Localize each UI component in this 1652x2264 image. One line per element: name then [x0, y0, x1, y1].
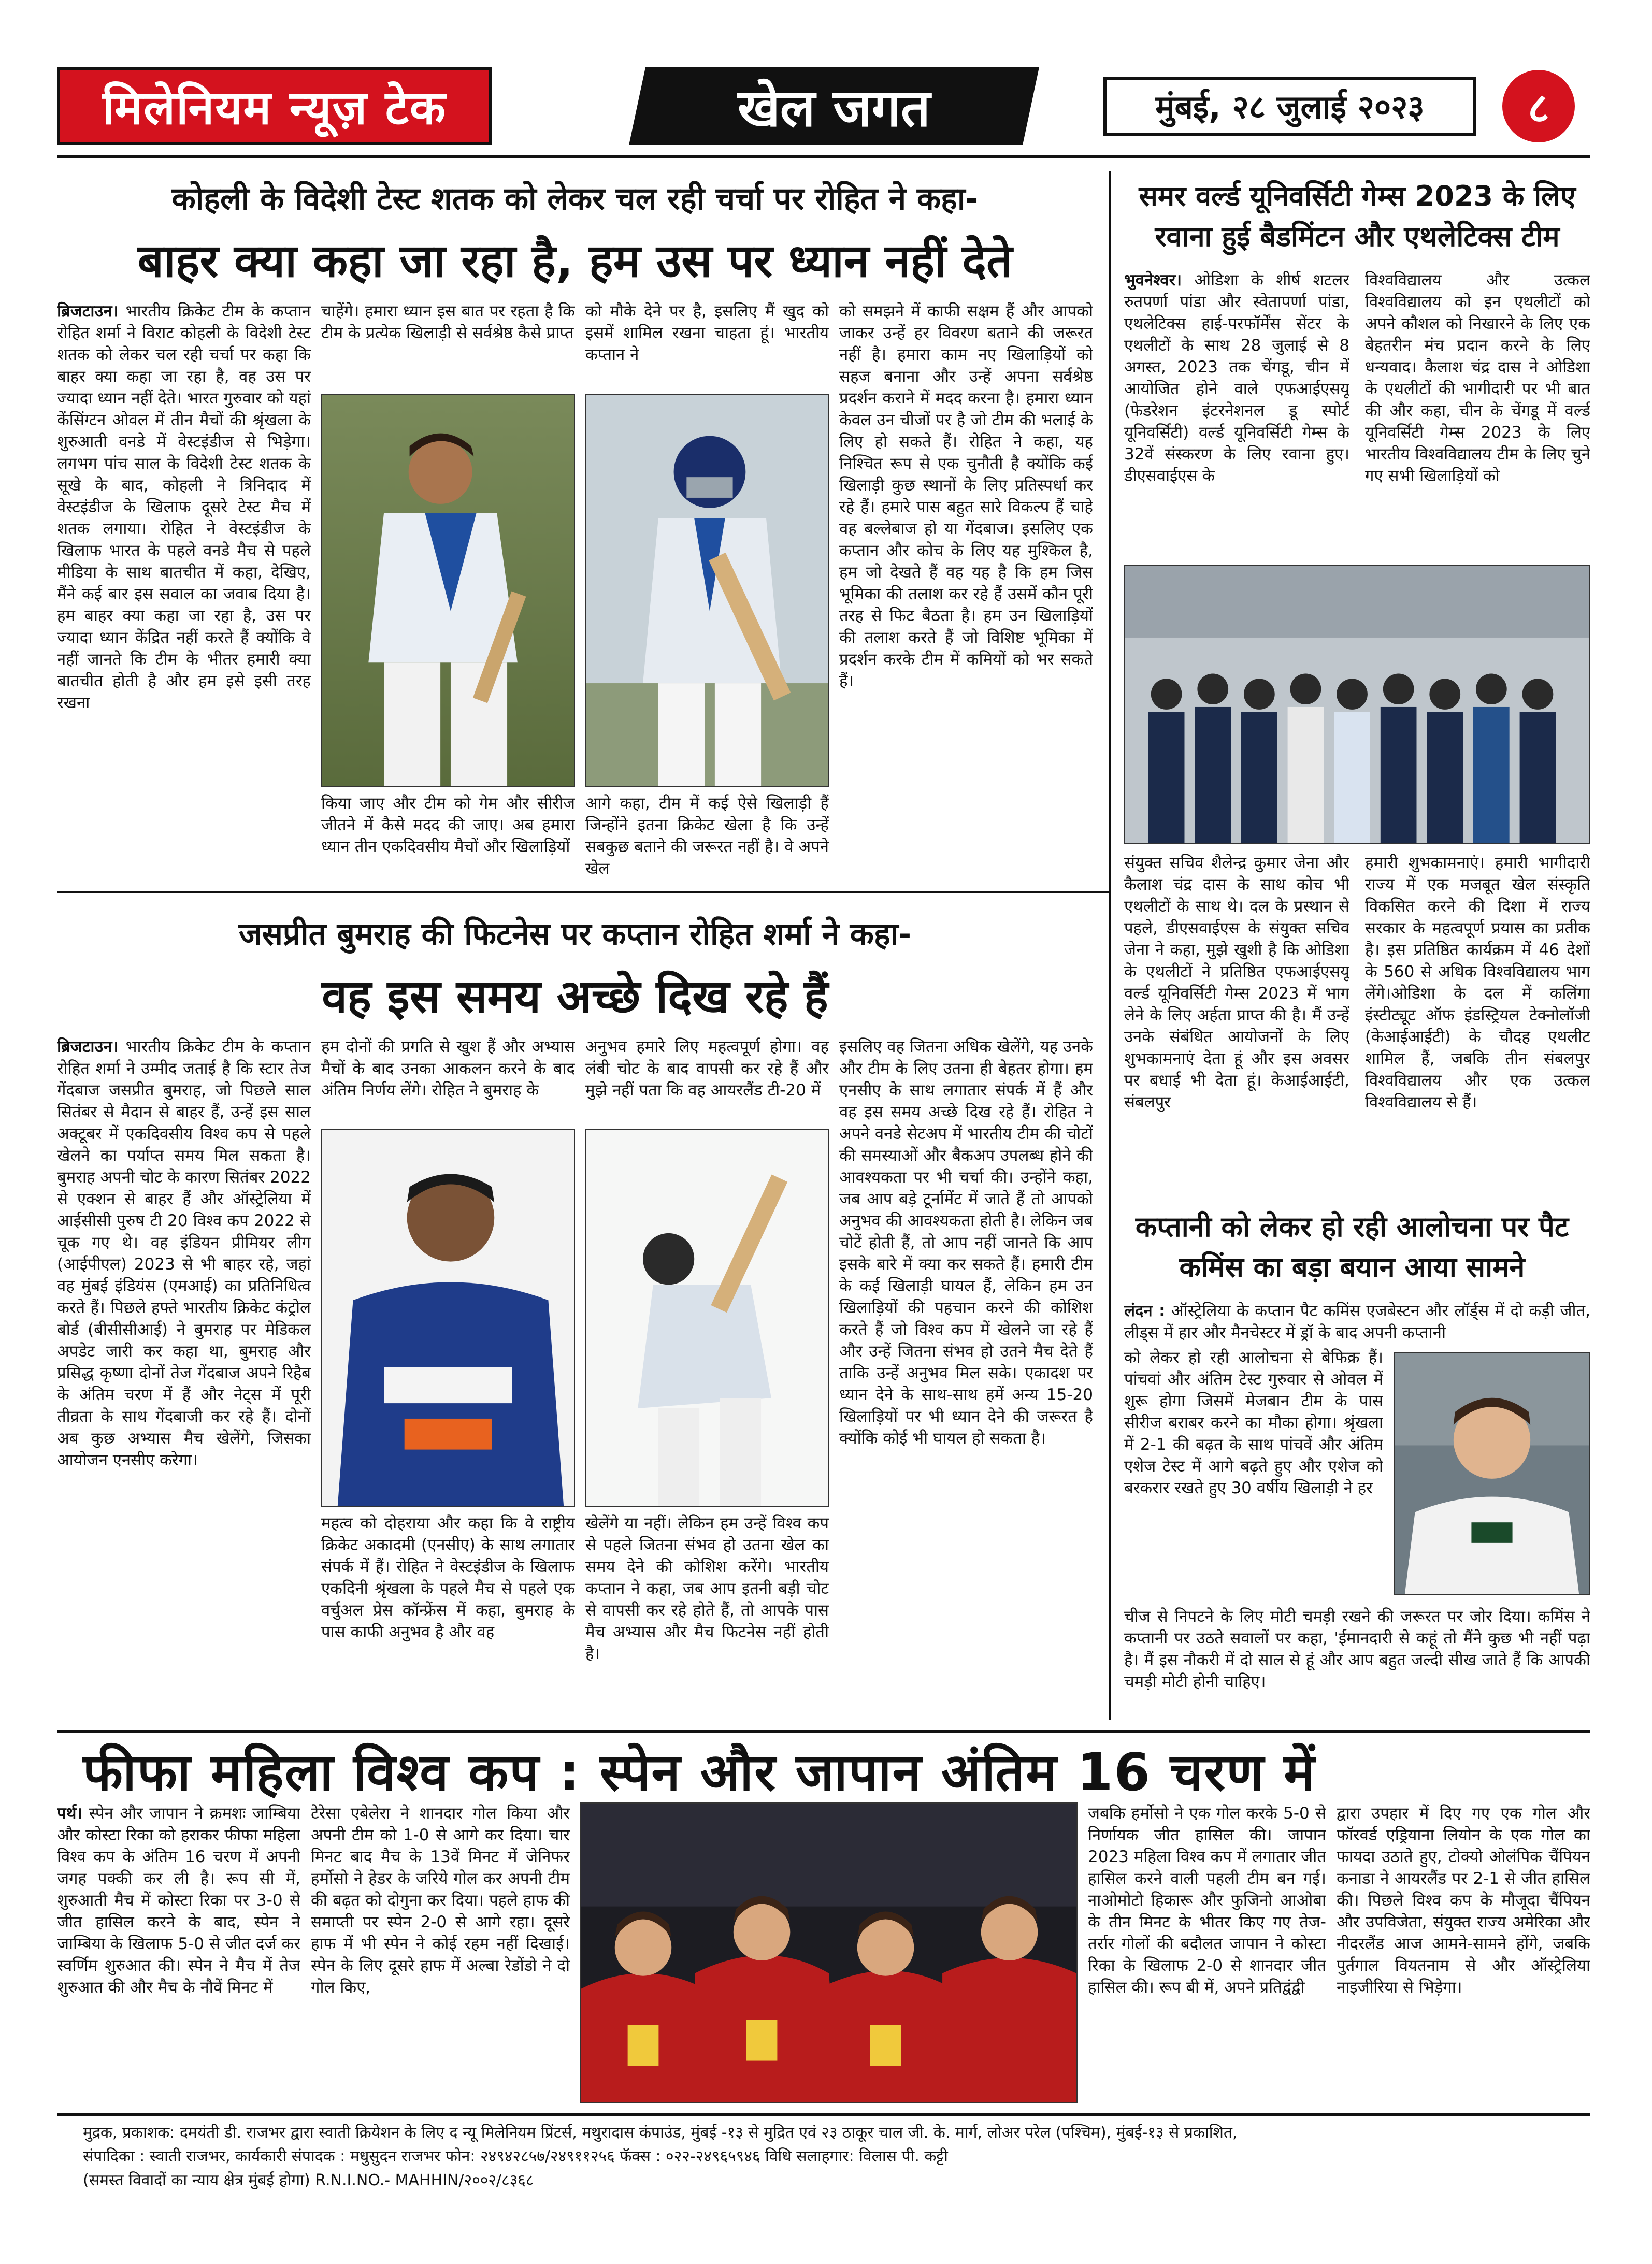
story4-side: को लेकर हो रही आलोचना से बेफिक्र हैं। पांचवां और अंतिम टेस्ट गुरुवार से ओवल में शुरू होगा जिसमें मेजबान टीम के पास सीरीज बराबर करने का मौका होगा। श्रृंखला में 2-1 की बढ़त के साथ पांचवें और अंतिम एशेज टेस्ट में आगे बढ़ते हुए और एशेज को बरकरार रखते हुए 30 वर्षीय खिलाड़ी ने हर — [1124, 1348, 1383, 1497]
story5-dateline: पर्थ। — [57, 1804, 83, 1823]
story3-dateline: भुवनेश्वर। — [1124, 271, 1182, 290]
story5-col1-text: स्पेन और जापान ने क्रमशः जाम्बिया और कोस्टा रिका को हराकर फीफा महिला विश्व कप के अंतिम 16 चरण में अपनी जगह पक्की कर ली है। रूप सी में, शुरुआती मैच में कोस्टा रिका पर 3-0 से जीत हासिल करने के बाद, स्पेन ने जाम्बिया के खिलाफ 5-0 से जीत दर्ज कर स्वर्णिम शुरुआत की। स्पेन ने मैच में तेज शुरुआत की और मैच के नौवें मिनट में — [57, 1804, 300, 1997]
story5-col1 — [57, 1802, 300, 2103]
rohit-shot-photo — [585, 1129, 829, 1507]
imprint — [83, 2121, 1585, 2199]
story5-col2: टेरेसा एबेलेरा ने शानदार गोल किया और अपनी टीम को 1-0 से आगे कर दिया। चार मिनट बाद मैच के 13वें मिनट में जेनिफर हर्मोसो ने हेडर के जरिये गोल कर अपनी टीम की बढ़त को दोगुना कर दिया। पहले हाफ की समाप्ती पर स्पेन 2-0 से आगे रहा। दूसरे हाफ में भी स्पेन ने कोई रहम नहीं दिखाई। स्पेन के लिए दूसरे हाफ में अल्बा रेडोंडो ने दो गोल किए, — [311, 1804, 570, 1997]
imprint-line1: मुद्रक, प्रकाशक: दमयंती डी. राजभर द्वारा स्वाती क्रियेशन के लिए द न्यू मिलेनियम प्रिंटर्स, मथुरादास कंपाउंड, मुंबई -१३ से मुद्रित एवं २३ ठाकूर चाल जी. के. मार्ग, लोअर परेल (पश्चिम), मुंबई-१३ से प्रकाशित, — [83, 2124, 1238, 2142]
bumrah-portrait-photo — [321, 1129, 575, 1507]
story3-kicker: समर वर्ल्ड यूनिवर्सिटी गेम्स 2023 के लिए रवाना हुई बैडमिंटन और एथलेटिक्स टीम — [1139, 180, 1576, 253]
story2-col1 — [57, 1036, 311, 1683]
story2-dateline: ब्रिजटाउन। — [57, 1037, 119, 1056]
story5-headline: फीफा महिला विश्व कप : स्पेन और जापान अंतिम 16 चरण में — [83, 1742, 1316, 1802]
masthead-rule — [57, 155, 1590, 158]
story4-dateline: लंदन : — [1124, 1302, 1166, 1320]
story4-tail: चीज से निपटने के लिए मोटी चमड़ी रखने की जरूरत पर जोर दिया। कमिंस ने कप्तानी पर उठते सवालों पर कहा, 'ईमानदारी से कहूं तो मैंने कुछ भी नहीं पढ़ा है। मैं इस नौकरी में दो साल से हूं और आप बहुत जल्दी सीख जाते हैं कि आपकी चमड़ी मोटी होनी चाहिए। — [1124, 1607, 1590, 1691]
story2-col2b: महत्व को दोहराया और कहा कि वे राष्ट्रीय क्रिकेट अकादमी (एनसीए) के साथ लगातार संपर्क में हैं। रोहित ने वेस्टइंडीज के खिलाफ एकदिनी श्रृंखला के पहले मैच से पहले एक वर्चुअल प्रेस कॉन्फ्रेंस में कहा, बुमराह के पास काफी अनुभव है और वह — [321, 1514, 575, 1641]
story1-kicker: कोहली के विदेशी टेस्ट शतक को लेकर चल रही चर्चा पर रोहित ने कहा- — [171, 181, 979, 217]
page-number: ८ — [1502, 70, 1575, 142]
story4-lead — [1124, 1300, 1590, 1347]
story1-col1-text: भारतीय क्रिकेट टीम के कप्तान रोहित शर्मा ने विराट कोहली के विदेशी टेस्ट शतक को लेकर चल रही चर्चा पर कहा कि बाहर क्या कहा जा रहा है, वह उस पर ज्यादा ध्यान नहीं देते। भारत गुरुवार को यहां केंसिंग्टन ओवल में तीन मैचों की श्रृंखला के शुरुआती वनडे में वेस्टइंडीज से भिड़ेगा। लगभग पांच साल के विदेशी टेस्ट शतक के सूखे के बाद, कोहली ने त्रिनिदाद में वेस्टइंडीज के खिलाफ दूसरे टेस्ट मैच में शतक लगाया। रोहित ने वेस्टइंडीज के खिलाफ भारत के पहले वनडे मैच से पहले मीडिया के साथ बातचीत में कहा, देखिए, मैंने कई बार इस सवाल का जवाब दिया है। हम बाहर क्या कहा जा रहा है, उस पर ज्यादा ध्यान केंद्रित नहीं करते हैं क्योंकि वे नहीं जानते कि टीम के भीतर हमारी क्या बातचीत होती है और हम इसे इसी तरह रखना — [57, 302, 311, 712]
story4-kicker: कप्तानी को लेकर हो रही आलोचना पर पैट कमिंस का बड़ा बयान आया सामने — [1135, 1210, 1569, 1284]
team-group-photo — [1124, 565, 1590, 844]
story2-kicker: जसप्रीत बुमराह की फिटनेस पर कप्तान रोहित शर्मा ने कहा- — [238, 916, 912, 953]
story2-col3a: अनुभव हमारे लिए महत्वपूर्ण होगा। वह लंबी चोट के बाद वापसी कर रहे हैं और मुझे नहीं पता कि वह आयरलैंड टी-20 में — [585, 1037, 829, 1100]
story1-col4: को समझने में काफी सक्षम हैं और आपको जाकर उन्हें हर विवरण बताने की जरूरत नहीं है। हमारा काम नए खिलाड़ियों को सहज बनाना और उन्हें अपना सर्वश्रेष्ठ प्रदर्शन कराने में मदद करना है। हमारा ध्यान केवल उन चीजों पर है जो टीम की भलाई के लिए हो सकते हैं। रोहित ने कहा, यह निश्चित रूप से एक चुनौती है क्योंकि कई खिलाड़ी कुछ स्थानों के लिए प्रतिस्पर्धा कर रहे हैं। हमारे पास बहुत सारे विकल्प हैं चाहे वह बल्लेबाज हो या गेंदबाज। इसलिए एक कप्तान और कोच के लिए यह मुश्किल है, हम जो देखते हैं वह यह है कि हम जिस भूमिका की तलाश कर रहे हैं उसमें कौन पूरी तरह से फिट बैठता है। हम उन खिलाड़ियों की तलाश करते हैं जो विशिष्ट भूमिका में प्रदर्शन करके टीम में कमियों को भर सकते हैं। — [839, 302, 1093, 690]
rohit-batting-photo — [585, 394, 829, 787]
cummins-portrait-photo — [1394, 1352, 1590, 1595]
story1-col2a: चाहेंगे। हमारा ध्यान इस बात पर रहता है कि टीम के प्रत्येक खिलाड़ी से सर्वश्रेष्ठ कैसे प्राप्त — [321, 302, 575, 342]
imprint-line3: (समस्त विवादों का न्याय क्षेत्र मुंबई होगा) R.N.I.NO.- MAHHIN/२००२/८३६८ — [83, 2171, 534, 2189]
story5-col4: द्वारा उपहार में दिए गए एक गोल और फॉरवर्ड एड्रियाना लियोन के एक गोल का फायदा उठाते हुए, टोक्यो ओलंपिक चैंपियन कनाडा ने आयरलैंड पर 2-1 से जीत हासिल की। पिछले विश्व कप के मौजूदा चैंपियन और उपविजेता, संयुक्त राज्य अमेरिका और नीदरलैंड आज आमने-सामने होंगे, जबकि पुर्तगाल वियतनाम से और ऑस्ट्रेलिया नाइजीरिया से भिड़ेगा। — [1337, 1804, 1590, 1997]
imprint-line2: संपादिका : स्वाती राजभर, कार्यकारी संपादक : मधुसुदन राजभर फोन: २४९४२८५७/२४९११२५६ फॅक्स : ०२२-२४९६५९४६ विधि सलाहगार: विलास पी. कट्टी — [83, 2147, 948, 2166]
story2-col1-text: भारतीय क्रिकेट टीम के कप्तान रोहित शर्मा ने उम्मीद जताई है कि स्टार तेज गेंदबाज जसप्रीत बुमराह, जो पिछले साल सितंबर से मैदान से बाहर हैं, उन्हें इस साल अक्टूबर में एकदिवसीय विश्व कप से पहले खेलने का पर्याप्त समय मिल सकता है।बुमराह अपनी चोट के कारण सितंबर 2022 से एक्शन से बाहर हैं और ऑस्ट्रेलिया में आईसीसी पुरुष टी 20 विश्व कप 2022 से चूक गए थे। वह इंडियन प्रीमियर लीग (आईपीएल) 2023 से भी बाहर रहे, जहां वह मुंबई इंडियंस (एमआई) का प्रतिनिधित्व करते हैं। पिछले हफ्ते भारतीय क्रिकेट कंट्रोल बोर्ड (बीसीसीआई) ने बुमराह पर मेडिकल अपडेट जारी कर कहा था, बुमराह और प्रसिद्ध कृष्णा दोनों तेज गेंदबाज अपने रिहैब के अंतिम चरण में हैं और नेट्स में पूरी तीव्रता के साथ गेंदबाजी कर रहे हैं। दोनों अब कुछ अभ्यास मैच खेलेंगे, जिसका आयोजन एनसीए करेगा। — [57, 1037, 311, 1469]
story1-col3b: आगे कहा, टीम में कई ऐसे खिलाड़ी हैं जिन्होंने इतना क्रिकेट खेला है कि उन्हें सबकुछ बताने की जरूरत नहीं है। वे अपने खेल — [585, 794, 829, 878]
spain-team-photo — [580, 1802, 1078, 2103]
story2-rule — [57, 1730, 1590, 1733]
newspaper-name: मिलेनियम न्यूज़ टेक — [57, 67, 492, 145]
masthead — [57, 67, 1590, 145]
issue-date: मुंबई, २८ जुलाई २०२३ — [1103, 77, 1476, 136]
story1-dateline: ब्रिजटाउन। — [57, 302, 119, 321]
story1-col1 — [57, 300, 311, 881]
story1-headline: बाहर क्या कहा जा रहा है, हम उस पर ध्यान नहीं देते — [137, 234, 1013, 287]
section-title — [629, 67, 1039, 145]
story1-col2b: किया जाए और टीम को गेम और सीरीज जीतने में कैसे मदद की जाए। अब हमारा ध्यान तीन एकदिवसीय मैचों और खिलाड़ियों — [321, 794, 575, 856]
story2-col4: इसलिए वह जितना अधिक खेलेंगे, यह उनके और टीम के लिए उतना ही बेहतर होगा। हम एनसीए के साथ लगातार संपर्क में हैं और वह इस समय अच्छे दिख रहे हैं। रोहित ने अपने वनडे सेटअप में भारतीय टीम की चोटों की समस्याओं और बैकअप उपलब्ध होने की आवश्यकता पर भी चर्चा की। उन्होंने कहा, जब आप बड़े टूर्नामेंट में जाते हैं तो आपको अनुभव की आवश्यकता होती है। लेकिन जब चोटें होती हैं, तो आप नहीं जानते कि आप इसके बारे में क्या कर सकते हैं। हमारी टीम के कई खिलाड़ी घायल हैं, लेकिन हम उन खिलाड़ियों की पहचान करने की कोशिश करते हैं जो विश्व कप में खेलने जा रहे हैं और उन्हें जितना संभव हो उतने मैच देते हैं ताकि उन्हें अनुभव मिल सके। एकादश पर ध्यान देने के साथ-साथ हमें अन्य 15-20 खिलाड़ियों पर भी ध्यान देने की जरूरत है क्योंकि कोई भी घायल हो सकता है। — [839, 1037, 1093, 1448]
story2-col3b: खेलेंगे या नहीं। लेकिन हम उन्हें विश्व कप से पहले जितना संभव हो उतना खेल का समय देने की कोशिश करेंगे। भारतीय कप्तान ने कहा, जब आप इतनी बड़ी चोट से वापसी कर रहे होते हैं, तो आपके पास मैच अभ्यास और मैच फिटनेस नहीं होती है। — [585, 1514, 829, 1663]
section-title-text: खेल जगत — [738, 78, 930, 138]
story5-col3: जबकि हर्मोसो ने एक गोल करके 5-0 से निर्णायक जीत हासिल की। जापान 2023 महिला विश्व कप में लगातार जीत हासिल करने वाली पहली टीम बन गई। नाओमोटो हिकारू और फुजिनो आओबा के तीन मिनट के भीतर किए गए तेज-तर्रार गोलों की बदौलत जापान ने कोस्टा रिका के खिलाफ 2-0 से शानदार जीत हासिल की। रूप बी में, अपने प्रतिद्वंद्वी — [1088, 1804, 1326, 1997]
story1-rule — [57, 891, 1109, 893]
story3-col1 — [1124, 269, 1349, 559]
story3-col1b: संयुक्त सचिव शैलेन्द्र कुमार जेना और कैलाश चंद्र दास के साथ कोच भी एथलीटों के साथ थे। दल के प्रस्थान से पहले, डीएसवाईएस के संयुक्त सचिव जेना ने कहा, मुझे खुशी है कि ओडिशा के एथलीटों ने प्रतिष्ठित एफआईएसयू वर्ल्ड यूनिवर्सिटी गेम्स 2023 में भाग लेने के लिए अर्हता प्राप्त की है। मैं उन्हें उनके संबंधित आयोजनों के लिए शुभकामनाएं देता हूं और इस अवसर पर बधाई भी देता हूं। केआईआईटी, संबलपुर — [1124, 854, 1349, 1112]
story3-col1-text: ओडिशा के शीर्ष शटलर रुतपर्णा पांडा और स्वेतापर्णा पांडा, एथलेटिक्स हाई-परफॉर्मेंस सेंटर के एथलीटों के साथ 28 जुलाई से 8 अगस्त, 2023 तक चेंगडू, चीन में आयोजित होने वाले एफआईएसयू (फेडरेशन इंटरनेशनल डू स्पोर्ट यूनिवर्सिटी) वर्ल्ड यूनिवर्सिटी गेम्स के 32वें संस्करण के लिए रवाना हुए। डीएसवाईएस के — [1124, 271, 1349, 485]
story2-col2a: हम दोनों की प्रगति से खुश हैं और अभ्यास मैचों के बाद उनका आकलन करने के बाद अंतिम निर्णय लेंगे। रोहित ने बुमराह के — [321, 1037, 575, 1100]
story3-col2: विश्वविद्यालय और उत्कल विश्वविद्यालय को इन एथलीटों को अपने कौशल को निखारने के लिए एक बेहतरीन मंच प्रदान करने के लिए धन्यवाद। कैलाश चंद्र दास ने ओडिशा के एथलीटों की भागीदारी पर भी बात की और कहा, चीन के चेंगडू में वर्ल्ड यूनिवर्सिटी गेम्स 2023 के लिए भारतीय विश्वविद्यालय टीम के लिए चुने गए सभी खिलाड़ियों को — [1365, 271, 1590, 485]
footer-rule — [57, 2113, 1590, 2116]
story4-lead-text: ऑस्ट्रेलिया के कप्तान पैट कमिंस एजबेस्टन और लॉर्ड्स में दो कड़ी जीत, लीड्स में हार और मैनचेस्टर में ड्रॉ के बाद अपनी कप्तानी — [1124, 1302, 1590, 1342]
story3-col2b: हमारी शुभकामनाएं। हमारी भागीदारी राज्य में एक मजबूत खेल संस्कृति विकसित करने की दिशा में राज्य सरकार के महत्वपूर्ण प्रयास का प्रतीक है। इस प्रतिष्ठित कार्यक्रम में 46 देशों के 560 से अधिक विश्वविद्यालय भाग लेंगे।ओडिशा के दल में कलिंगा इंस्टीट्यूट ऑफ इंडस्ट्रियल टेक्नोलॉजी (केआईआईटी) के चौदह एथलीट शामिल हैं, जबकि तीन संबलपुर विश्वविद्यालय और एक उत्कल विश्वविद्यालय से हैं। — [1365, 854, 1590, 1112]
kohli-batting-photo — [321, 394, 575, 787]
story1-col3a: को मौके देने पर है, इसलिए मैं खुद को इसमें शामिल रखना चाहता हूं। भारतीय कप्तान ने — [585, 302, 829, 364]
story2-headline: वह इस समय अच्छे दिख रहे हैं — [322, 970, 828, 1023]
right-column-rule-lower — [1109, 1196, 1111, 1720]
